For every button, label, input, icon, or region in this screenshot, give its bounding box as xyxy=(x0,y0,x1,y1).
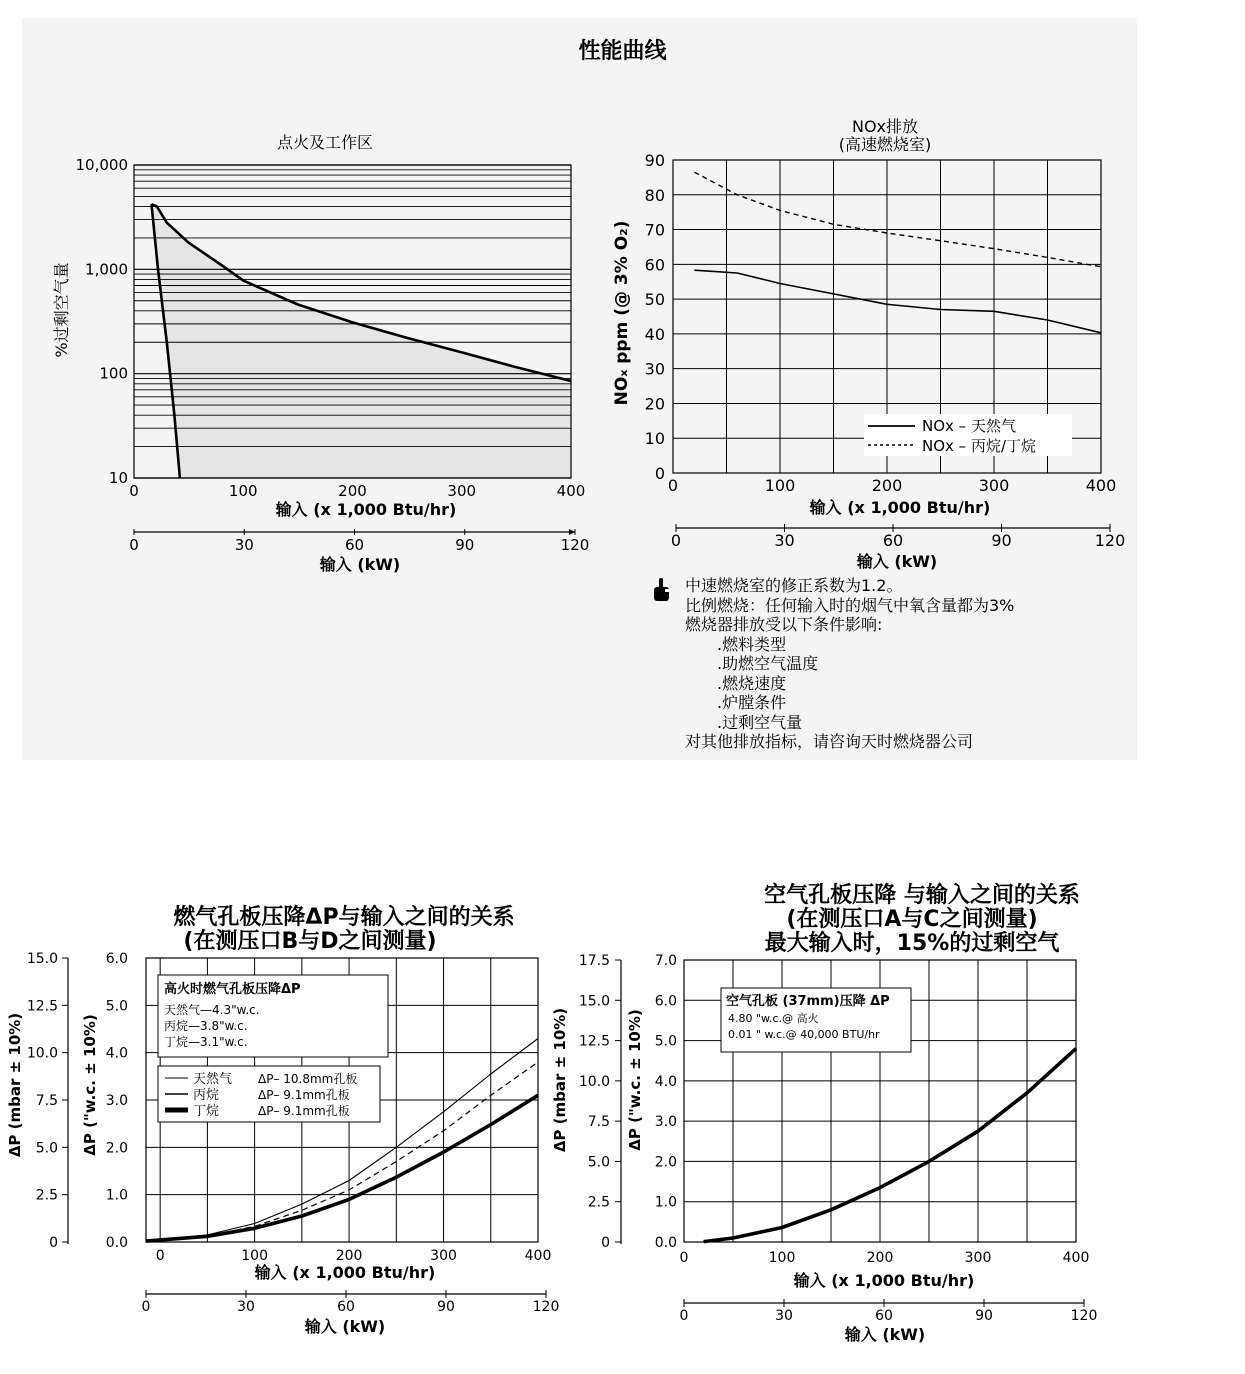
x-tick-label: 100 xyxy=(241,1248,268,1264)
y-tick-label: 50 xyxy=(644,290,665,310)
kw-axis-label: 输入 (kW) xyxy=(856,552,938,571)
y-tick-label: 4.0 xyxy=(105,1045,128,1062)
mbar-tick-label: 7.5 xyxy=(35,1093,58,1109)
chart-subtitle: (高速燃烧室) xyxy=(838,135,932,154)
legend-label: NOx – 天然气 xyxy=(922,417,1016,435)
y-tick-label: 10 xyxy=(108,469,128,487)
y-tick-label: 6.0 xyxy=(105,951,128,967)
x-tick-label: 400 xyxy=(524,1248,552,1264)
note-footer: 对其他排放指标，请咨询天时燃烧器公司 xyxy=(685,732,974,751)
pointing-hand-icon xyxy=(653,578,670,604)
x-tick-label: 0 xyxy=(155,1248,165,1264)
info-box-title: 高火时燃气孔板压降ΔP xyxy=(164,982,301,997)
kw-tick-label: 90 xyxy=(991,531,1012,550)
y-tick-label: 1,000 xyxy=(85,260,128,279)
mbar-tick-label: 12.5 xyxy=(578,1033,610,1050)
mbar-tick-label: 10.0 xyxy=(26,1045,58,1062)
mbar-axis-label: ΔP (mbar ± 10%) xyxy=(6,1012,24,1158)
page-title: 性能曲线 xyxy=(578,39,667,64)
kw-tick-label: 30 xyxy=(774,531,795,550)
mbar-tick-label: 10.0 xyxy=(578,1073,610,1090)
note-line: 燃烧器排放受以下条件影响: xyxy=(685,615,883,634)
y-tick-label: 30 xyxy=(644,359,665,379)
x-axis-label: 输入 (x 1,000 Btu/hr) xyxy=(793,1271,975,1290)
y-tick-label: 20 xyxy=(644,394,665,414)
legend-spec: ΔP– 9.1mm孔板 xyxy=(258,1104,350,1118)
x-tick-label: 200 xyxy=(866,1250,894,1266)
mbar-tick-label: 5.0 xyxy=(35,1140,58,1157)
note-item: .燃烧速度 xyxy=(717,673,787,693)
kw-tick-label: 120 xyxy=(1070,1308,1098,1324)
y-tick-label: 0.0 xyxy=(654,1235,677,1251)
note-item: .炉膛条件 xyxy=(717,693,787,712)
y-tick-label: 0 xyxy=(654,464,665,483)
y-tick-label: 40 xyxy=(644,324,665,344)
kw-tick-label: 30 xyxy=(237,1299,255,1315)
kw-tick-label: 0 xyxy=(129,536,139,554)
nox-notes xyxy=(655,576,1125,752)
x-tick-label: 200 xyxy=(338,482,367,500)
legend-label: 丙烷 xyxy=(193,1088,220,1103)
y-tick-label: 10 xyxy=(644,429,665,449)
mbar-tick-label: 2.5 xyxy=(587,1194,610,1211)
x-tick-label: 400 xyxy=(556,482,586,500)
y-tick-label: 80 xyxy=(644,185,665,205)
legend-label: 天然气 xyxy=(193,1072,233,1087)
y-tick-label: 90 xyxy=(644,151,665,170)
y-tick-label: 7.0 xyxy=(654,953,677,969)
y-tick-label: 3.0 xyxy=(105,1093,128,1109)
x-tick-label: 200 xyxy=(335,1248,363,1264)
note-line: 中速燃烧室的修正系数为1.2。 xyxy=(685,576,903,595)
info-box-line: 0.01 " w.c.@ 40,000 BTU/hr xyxy=(728,1028,880,1041)
x-tick-label: 0 xyxy=(129,482,139,500)
kw-tick-label: 120 xyxy=(560,536,590,554)
x-axis-label: 输入 (x 1,000 Btu/hr) xyxy=(809,498,991,517)
kw-tick-label: 0 xyxy=(670,531,682,550)
kw-axis-label: 输入 (kW) xyxy=(844,1325,926,1344)
kw-tick-label: 30 xyxy=(234,536,254,554)
chart-title: 燃气孔板压降ΔP与输入之间的关系 xyxy=(173,905,515,930)
note-line: 比例燃烧：任何输入时的烟气中氧含量都为3% xyxy=(685,595,1015,615)
y-tick-label: 0.0 xyxy=(105,1235,128,1251)
mbar-tick-label: 7.5 xyxy=(587,1114,610,1131)
y-tick-label: 5.0 xyxy=(654,1033,677,1050)
x-tick-label: 0 xyxy=(679,1250,689,1266)
y-tick-label: 1.0 xyxy=(654,1194,677,1211)
chart-title: NOx排放 xyxy=(851,117,919,136)
mbar-tick-label: 15.0 xyxy=(578,993,610,1010)
note-item: .燃料类型 xyxy=(717,634,787,654)
mbar-tick-label: 0 xyxy=(601,1235,610,1251)
y-tick-label: 2.0 xyxy=(654,1154,677,1171)
y-tick-label: 100 xyxy=(99,364,128,383)
x-tick-label: 100 xyxy=(764,476,796,495)
x-axis-label: 输入 (x 1,000 Btu/hr) xyxy=(254,1263,436,1282)
kw-tick-label: 90 xyxy=(975,1308,993,1324)
info-box-line: 天然气—4.3"w.c. xyxy=(164,1003,260,1017)
y-tick-label: 10,000 xyxy=(75,156,128,174)
info-box-line: 4.80 "w.c.@ 高火 xyxy=(728,1012,819,1025)
y-axis-label: NOₓ ppm (@ 3% O₂) xyxy=(612,220,632,406)
kw-tick-label: 60 xyxy=(344,536,365,554)
kw-tick-label: 90 xyxy=(455,536,475,554)
y-axis-label: %过剩空气量 xyxy=(52,262,71,358)
chart-subtitle-2: 最大输入时，15%的过剩空气 xyxy=(764,931,1060,956)
x-tick-label: 200 xyxy=(871,476,903,495)
y-axis-label: ΔP ("w.c. ± 10%) xyxy=(626,1009,644,1151)
kw-tick-label: 120 xyxy=(532,1299,560,1315)
legend-label: 丁烷 xyxy=(193,1104,220,1119)
note-item: .过剩空气量 xyxy=(717,712,803,732)
y-tick-label: 70 xyxy=(644,220,665,240)
kw-tick-label: 0 xyxy=(141,1299,151,1315)
info-box-line: 丙烷—3.8"w.c. xyxy=(164,1019,248,1033)
x-tick-label: 300 xyxy=(978,476,1010,495)
x-tick-label: 300 xyxy=(447,482,477,500)
mbar-tick-label: 15.0 xyxy=(26,951,58,967)
x-tick-label: 0 xyxy=(667,476,679,495)
y-tick-label: 6.0 xyxy=(654,993,677,1010)
y-tick-label: 5.0 xyxy=(105,998,128,1015)
y-tick-label: 3.0 xyxy=(654,1114,677,1131)
kw-tick-label: 0 xyxy=(679,1308,689,1324)
kw-tick-label: 60 xyxy=(337,1299,355,1315)
info-box-title: 空气孔板 (37mm)压降 ΔP xyxy=(726,994,890,1009)
mbar-tick-label: 2.5 xyxy=(35,1187,58,1204)
y-tick-label: 1.0 xyxy=(105,1187,128,1204)
chart-subtitle: (在测压口A与C之间测量) xyxy=(786,907,1038,932)
y-tick-label: 2.0 xyxy=(105,1140,128,1157)
y-tick-label: 4.0 xyxy=(654,1073,677,1090)
y-tick-label: 60 xyxy=(644,255,665,275)
mbar-tick-label: 12.5 xyxy=(26,998,58,1015)
kw-tick-label: 120 xyxy=(1094,531,1126,550)
x-tick-label: 100 xyxy=(768,1250,796,1266)
chart-title: 空气孔板压降 与输入之间的关系 xyxy=(764,883,1080,908)
x-axis-label: 输入 (x 1,000 Btu/hr) xyxy=(275,500,457,519)
mbar-tick-label: 17.5 xyxy=(578,953,610,969)
kw-axis-label: 输入 (kW) xyxy=(304,1317,386,1336)
chart-title: 点火及工作区 xyxy=(276,133,374,152)
y-axis-label: ΔP ("w.c. ± 10%) xyxy=(81,1014,99,1156)
x-tick-label: 400 xyxy=(1085,476,1117,495)
legend-spec: ΔP– 9.1mm孔板 xyxy=(258,1088,350,1102)
x-tick-label: 300 xyxy=(964,1250,992,1266)
mbar-tick-label: 5.0 xyxy=(587,1154,610,1171)
series-line xyxy=(704,1049,1076,1242)
chart-subtitle: (在测压口B与D之间测量) xyxy=(183,929,437,954)
mbar-tick-label: 0 xyxy=(49,1235,58,1251)
kw-axis-label: 输入 (kW) xyxy=(319,555,401,574)
note-item: .助燃空气温度 xyxy=(717,654,819,673)
x-tick-label: 300 xyxy=(430,1248,457,1264)
legend-label: NOx – 丙烷/丁烷 xyxy=(922,437,1036,455)
kw-tick-label: 60 xyxy=(875,1308,893,1324)
x-tick-label: 400 xyxy=(1062,1250,1090,1266)
legend-spec: ΔP– 10.8mm孔板 xyxy=(258,1072,358,1086)
kw-tick-label: 90 xyxy=(437,1299,455,1315)
mbar-axis-label: ΔP (mbar ± 10%) xyxy=(551,1007,569,1153)
kw-tick-label: 30 xyxy=(775,1308,793,1324)
info-box-line: 丁烷—3.1"w.c. xyxy=(164,1035,248,1049)
kw-tick-label: 60 xyxy=(882,531,904,550)
x-tick-label: 100 xyxy=(228,482,258,500)
